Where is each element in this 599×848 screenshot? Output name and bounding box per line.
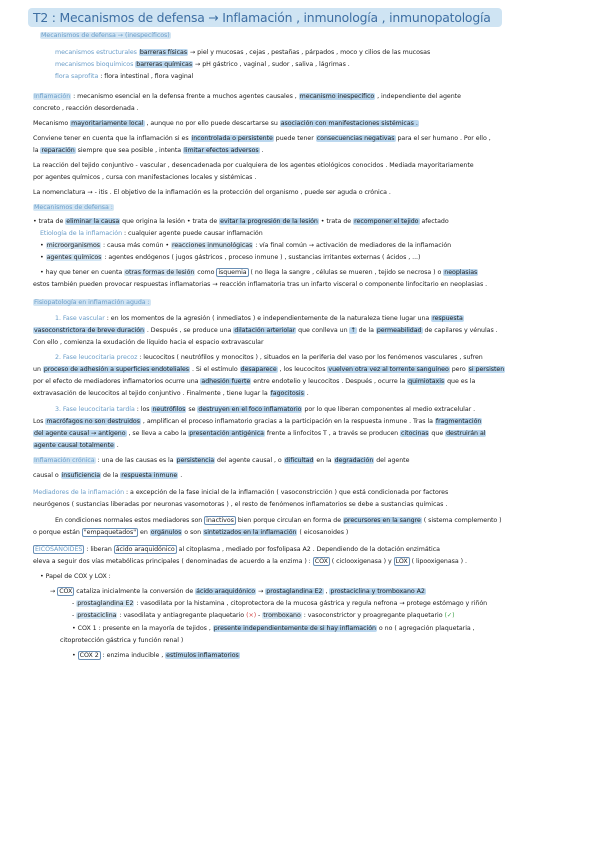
text-segment: • — [72, 652, 78, 659]
text-segment: de la — [101, 472, 121, 479]
text-segment: eleva a seguir dos vías metabólicas principales ( denominadas de acuerdo a la enzima ) : — [33, 558, 313, 565]
highlighted-phrase: respuesta inmune — [121, 472, 178, 479]
highlighted-phrase: ↑ — [350, 327, 356, 334]
text-segment: la — [33, 147, 41, 154]
text-line — [33, 417, 482, 426]
highlighted-phrase: limitar efectos adversos — [184, 147, 259, 154]
highlighted-phrase: presentación antigénica — [189, 430, 264, 437]
highlighted-phrase: si persisten — [468, 366, 505, 373]
text-segment: ( ciclooxigenasa ) y — [329, 558, 394, 565]
text-segment: . Si el estímulo — [190, 366, 240, 373]
highlighted-phrase: sintetizados en la inflamación — [203, 529, 297, 536]
highlighted-phrase: estímulos inflamatorios — [166, 652, 239, 659]
text-segment: ( lipooxigenasa ) . — [409, 558, 467, 565]
highlighted-phrase: prostaglandina E2 — [77, 600, 134, 607]
highlighted-phrase: agente causal totalmente — [34, 442, 114, 449]
highlighted-phrase: vasoconstrictora de breve duración — [34, 327, 144, 334]
highlighted-phrase: Etiología de la inflamación — [40, 230, 123, 237]
text-segment: puede tener — [273, 135, 316, 142]
text-line — [33, 545, 440, 554]
text-line — [33, 146, 264, 155]
text-line — [33, 389, 309, 398]
highlighted-phrase: persistencia — [176, 457, 215, 464]
highlighted-phrase: proceso de adhesión a superficies endoteliales — [43, 366, 190, 373]
text-segment: , los leucocitos — [277, 366, 328, 373]
highlighted-phrase: mecanismos estructurales — [55, 49, 137, 56]
text-line — [33, 92, 461, 101]
text-line — [33, 488, 448, 497]
text-segment: → pH gástrico , vaginal , sudor , saliva , lágrimas . — [193, 61, 350, 68]
text-line — [33, 188, 391, 197]
text-segment: se — [186, 406, 198, 413]
text-segment: neurógenos ( sustancias liberadas por neuronas vasomotoras ) , el resto de fenómenos inflamatorios se debe a sustancias químicas . — [33, 501, 448, 508]
highlighted-phrase: flora saprofita — [55, 73, 99, 80]
text-segment: • COX 1 : presente en la mayoría de tejidos , — [72, 625, 213, 632]
text-segment: . — [304, 390, 309, 397]
text-segment: : agentes endógenos ( jugos gástricos , proceso inmune ) , sustancias irritantes externas ( ácidos , ...) — [102, 254, 421, 261]
highlighted-phrase: Inflamación — [34, 93, 71, 100]
text-segment: como — [195, 269, 217, 276]
highlighted-phrase: recomponer el tejido — [354, 218, 419, 225]
text-line — [40, 268, 478, 277]
text-segment: : cualquier agente puede causar inflamación — [122, 230, 263, 237]
text-segment: que — [429, 430, 446, 437]
highlighted-phrase: barreras químicas — [136, 61, 193, 68]
text-line — [40, 229, 263, 238]
highlighted-phrase: fagocitosis — [270, 390, 304, 397]
text-segment: , aunque no por ello puede descartarse su — [144, 120, 280, 127]
highlighted-phrase: dificultad — [284, 457, 314, 464]
text-segment: ( sistema complemento ) — [421, 517, 502, 524]
text-segment: - — [72, 612, 77, 619]
text-segment: , se lleva a cabo la — [126, 430, 189, 437]
text-segment: → piel y mucosas , cejas , pestañas , párpados , moco y cilios de las mucosas — [188, 49, 431, 56]
text-line — [33, 471, 182, 480]
text-segment: : una de las causas es la — [95, 457, 176, 464]
highlighted-phrase: presente independientemente de si hay inflamación — [213, 625, 376, 632]
text-line — [55, 72, 193, 81]
highlighted-phrase: asociación con manifestaciones sistémicas . — [280, 120, 418, 127]
highlighted-phrase: neoplasias — [444, 269, 478, 276]
text-segment: del agente — [374, 457, 410, 464]
highlighted-phrase: ácido araquidónico — [196, 588, 256, 595]
highlighted-phrase: quimiotaxis — [408, 378, 445, 385]
text-segment: en — [138, 529, 150, 536]
text-segment: o no ( agregación plaquetaria , — [376, 625, 475, 632]
text-segment: frente a linfocitos T , a través se producen — [264, 430, 401, 437]
highlighted-phrase: adhesión fuerte — [201, 378, 251, 385]
text-segment: del agente causal , o — [215, 457, 284, 464]
text-segment: • hay que tener en cuenta — [40, 269, 125, 276]
text-segment: : enzima inducible , — [100, 652, 166, 659]
text-line — [60, 636, 183, 645]
text-segment: de capilares y vénulas . — [422, 327, 498, 334]
highlighted-phrase: ácido araquidónico — [115, 546, 175, 553]
text-segment: : mecanismo esencial en la defensa frente a muchos agentes causales , — [71, 93, 299, 100]
text-line — [33, 203, 114, 212]
text-segment: ( no llega la sangre , células se mueren , tejido se necrosa ) o — [248, 269, 444, 276]
highlighted-phrase: isquemia — [218, 269, 247, 276]
text-segment: citoprotección gástrica y función renal ) — [60, 637, 184, 644]
text-segment: : a excepción de la fase inicial de la inflamación ( vasoconstricción ) que está condicionada por factores — [124, 489, 449, 496]
text-segment: En condiciones normales estos mediadores son — [55, 517, 205, 524]
highlighted-phrase: 2. Fase leucocitaria precoz — [55, 354, 138, 361]
highlighted-phrase: reparación — [41, 147, 75, 154]
highlighted-phrase: COX 2 — [79, 652, 99, 659]
highlighted-phrase: incontrolada o persistente — [191, 135, 273, 142]
text-line — [33, 377, 475, 386]
text-line — [33, 557, 467, 566]
text-segment: Mecanismo — [33, 120, 71, 127]
highlighted-phrase: orgánulos — [150, 529, 182, 536]
text-line — [33, 217, 449, 226]
highlighted-phrase: vuelven otra vez al torrente sanguíneo — [328, 366, 449, 373]
highlighted-phrase: degradación — [334, 457, 374, 464]
highlighted-phrase: prostaciclina y tromboxano A2 — [330, 588, 425, 595]
text-segment: por el efecto de mediadores inflamatorios ocurre una — [33, 378, 201, 385]
highlighted-phrase: neutrófilos — [152, 406, 186, 413]
text-line — [33, 456, 409, 465]
text-line — [40, 572, 111, 581]
text-line — [33, 134, 491, 143]
text-line — [55, 353, 483, 362]
highlighted-phrase: consecuencias negativas — [316, 135, 395, 142]
text-segment: : flora intestinal , flora vaginal — [98, 73, 194, 80]
text-segment: extravasación de leucocitos al tejido conjuntivo . Finalmente , tiene lugar la — [33, 390, 270, 397]
highlighted-phrase: Fisiopatología en inflamación aguda : — [34, 299, 150, 306]
highlighted-phrase: destruyen en el foco inflamatorio — [198, 406, 302, 413]
text-line — [55, 314, 464, 323]
text-segment: de la — [356, 327, 376, 334]
text-line — [72, 624, 475, 633]
text-line — [33, 528, 348, 537]
text-line — [55, 405, 475, 414]
highlighted-phrase: Mecanismos de defensa → (inespecíficos) — [41, 32, 170, 39]
text-segment: . — [178, 472, 183, 479]
highlighted-phrase: 1. Fase vascular — [55, 315, 105, 322]
highlighted-phrase: inactivos — [206, 517, 234, 524]
text-segment: : vasoconstrictor y proagregante plaquetario — [301, 612, 445, 619]
text-segment: Los — [33, 418, 46, 425]
highlighted-phrase: mecanismos bioquímicos — [55, 61, 134, 68]
text-line — [50, 587, 426, 596]
text-segment: concreto , reacción desordenada . — [33, 105, 139, 112]
text-segment: por agentes químicos , cursa con manifestaciones locales y sistémicas . — [33, 174, 257, 181]
text-segment: Conviene tener en cuenta que la inflamación si es — [33, 135, 191, 142]
text-line — [33, 338, 264, 347]
text-segment: bien porque circulan en forma de — [235, 517, 343, 524]
text-segment: • trata de — [33, 218, 66, 225]
highlighted-phrase: dilatación arteriolar — [234, 327, 296, 334]
highlighted-phrase: prostaciclina — [77, 612, 117, 619]
highlighted-phrase: LOX — [395, 558, 408, 565]
highlighted-phrase: (✓) — [444, 612, 455, 619]
highlighted-phrase: mecanismo inespecífico — [299, 93, 375, 100]
text-segment: al citoplasma , mediado por fosfolipasa A2 . Dependiendo de la dotación enzimática — [176, 546, 440, 553]
text-segment: , — [323, 588, 330, 595]
text-line — [72, 611, 455, 620]
text-segment: causal o — [33, 472, 61, 479]
text-segment: : vasodilata y antiagregante plaquetario — [117, 612, 247, 619]
highlighted-phrase: eliminar la causa — [66, 218, 120, 225]
text-line — [33, 429, 486, 438]
text-line — [72, 599, 487, 608]
highlighted-phrase: macrófagos no son destruidos — [46, 418, 140, 425]
text-segment: que es la — [445, 378, 476, 385]
text-segment: . — [114, 442, 119, 449]
text-segment: • — [40, 242, 46, 249]
text-segment: siempre que sea posible , intenta — [75, 147, 184, 154]
text-segment: • — [40, 254, 46, 261]
highlighted-phrase: respuesta — [432, 315, 463, 322]
text-line — [33, 441, 119, 450]
highlighted-phrase: COX — [314, 558, 328, 565]
text-line — [33, 298, 151, 307]
text-segment: o porque están — [33, 529, 82, 536]
highlighted-phrase: Inflamación crónica — [34, 457, 95, 464]
text-line — [33, 119, 419, 128]
highlighted-phrase: microorganismos — [46, 242, 100, 249]
highlighted-phrase: tromboxano — [263, 612, 301, 619]
text-segment: → — [256, 588, 266, 595]
highlighted-phrase: (×) — [246, 612, 257, 619]
highlighted-phrase: desaparece — [240, 366, 277, 373]
text-segment: : vasodilata por la histamina , citoprotectora de la mucosa gástrica y regula nefrona → protege estómago y riñón — [134, 600, 488, 607]
text-segment: , amplifican el proceso inflamatorio gracias a la participación en la respuesta inmune . Tras la — [140, 418, 435, 425]
text-segment: cataliza inicialmente la conversión de — [74, 588, 196, 595]
text-segment: o son — [182, 529, 203, 536]
text-segment: , independiente del agente — [375, 93, 461, 100]
text-segment: por lo que liberan componentes al medio extracelular . — [302, 406, 476, 413]
text-segment: : liberan — [84, 546, 114, 553]
text-segment: en la — [314, 457, 334, 464]
highlighted-phrase: citocinas — [401, 430, 429, 437]
text-segment: → — [50, 588, 58, 595]
text-line — [33, 104, 139, 113]
highlighted-phrase: del agente causal → antígeno — [34, 430, 126, 437]
text-line — [40, 31, 171, 40]
text-segment: • Papel de COX y LOX : — [40, 573, 111, 580]
highlighted-phrase: destruirán al — [446, 430, 486, 437]
highlighted-phrase: Mecanismos de defensa : — [34, 204, 113, 211]
text-segment: La reacción del tejido conjuntivo - vascular , desencadenada por cualquiera de los agentes etiológicos conocidos . Mediada mayoritariamente — [33, 162, 474, 169]
highlighted-phrase: permeabilidad — [376, 327, 422, 334]
page-title: T2 : Mecanismos de defensa → Inflamación , inmunología , inmunopatología — [33, 10, 491, 25]
highlighted-phrase: barreras físicas — [139, 49, 188, 56]
text-segment: • trata de — [318, 218, 354, 225]
highlighted-phrase: agentes químicos — [46, 254, 102, 261]
text-segment: Con ello , comienza la exudación de líquido hacia el espacio extravascular — [33, 339, 264, 346]
text-segment: . — [259, 147, 264, 154]
text-segment: que conlleva un — [296, 327, 350, 334]
text-segment: - — [256, 612, 263, 619]
text-line — [55, 48, 430, 57]
text-line — [33, 173, 256, 182]
text-line — [40, 253, 420, 262]
text-line — [55, 516, 502, 525]
text-segment: : leucocitos ( neutrófilos y monocitos ) , situados en la periferia del vaso por los fenómenos vasculares , sufren — [137, 354, 483, 361]
highlighted-phrase: insuficiencia — [61, 472, 101, 479]
highlighted-phrase: evitar la progresión de la lesión — [220, 218, 318, 225]
highlighted-phrase: precursores en la sangre — [343, 517, 421, 524]
highlighted-phrase: otras formas de lesión — [125, 269, 195, 276]
text-segment: : los — [134, 406, 152, 413]
text-segment: para el ser humano . Por ello , — [395, 135, 491, 142]
highlighted-phrase: 3. Fase leucocitaria tardía — [55, 406, 135, 413]
text-segment: que origina la lesión • trata de — [120, 218, 220, 225]
text-segment: : en los momentos de la agresión ( inmediatos ) e independientemente de la naturaleza tiene lugar una — [104, 315, 432, 322]
highlighted-phrase: mayoritariamente local — [71, 120, 144, 127]
text-line — [55, 60, 350, 69]
text-segment: afectado — [419, 218, 449, 225]
text-segment: : vía final común → activación de mediadores de la inflamación — [253, 242, 452, 249]
highlighted-phrase: reacciones inmunológicas — [171, 242, 253, 249]
text-segment: ( eicosanoides ) — [297, 529, 349, 536]
text-segment: La nomenclatura → - itis . El objetivo de la inflamación es la protección del organismo , puede ser aguda o crónica . — [33, 189, 391, 196]
text-segment: estos también pueden provocar respuestas inflamatorias → reacción inflamatoria tras un infarto visceral o componente linfocitario en neoplasias . — [33, 281, 488, 288]
text-segment: . Después , se produce una — [144, 327, 234, 334]
highlighted-phrase: EICOSANOIDES — [35, 546, 83, 553]
text-segment: - — [72, 600, 77, 607]
highlighted-phrase: fragmentación — [435, 418, 482, 425]
text-line — [72, 651, 240, 660]
text-segment: pero — [449, 366, 468, 373]
text-segment: entre endotelio y leucocitos . Después , ocurre la — [251, 378, 408, 385]
text-line — [33, 326, 498, 335]
text-segment: un — [33, 366, 43, 373]
text-line — [33, 161, 474, 170]
text-line — [33, 280, 487, 289]
highlighted-phrase: prostaglandina E2 — [266, 588, 323, 595]
text-segment: : causa más común • — [101, 242, 171, 249]
text-line — [33, 500, 447, 509]
text-line — [33, 365, 505, 374]
highlighted-phrase: Mediadores de la inflamación — [33, 489, 125, 496]
text-line — [40, 241, 451, 250]
highlighted-phrase: "empaquetados" — [83, 529, 137, 536]
highlighted-phrase: COX — [59, 588, 73, 595]
